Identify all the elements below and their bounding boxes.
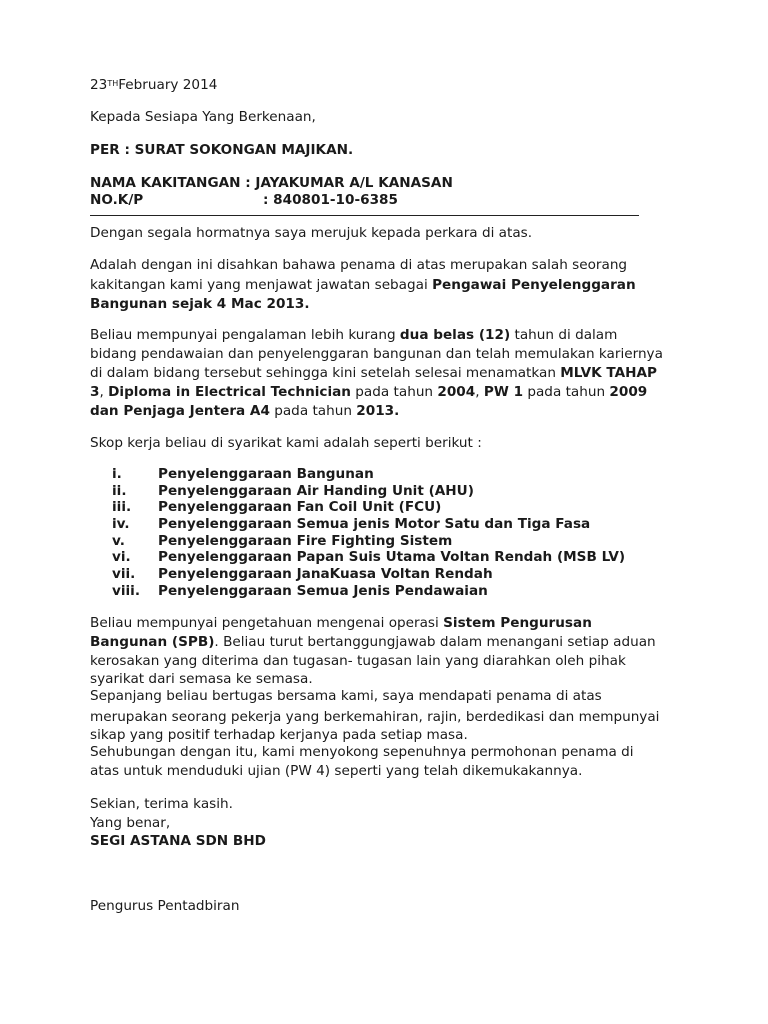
paragraph-knowledge-line: merupakan seorang pekerja yang berkemahiran, rajin, berdedikasi dan mempunyai <box>90 709 660 725</box>
paragraph-reference: Dengan segala hormatnya saya merujuk kepada perkara di atas. <box>90 225 533 241</box>
scope-item-text: Penyelenggaraan Bangunan <box>158 466 374 482</box>
scope-item-number: i. <box>112 466 122 482</box>
paragraph-knowledge-line: syarikat dari semasa ke semasa. <box>90 671 313 687</box>
paragraph-confirmation-line: kakitangan kami yang menjawat jawatan sebagai Pengawai Penyelenggaran <box>90 277 636 293</box>
paragraph-knowledge-line: Sehubungan dengan itu, kami menyokong sepenuhnya permohonan penama di <box>90 744 634 760</box>
scope-item-text: Penyelenggaraan Air Handing Unit (AHU) <box>158 483 474 499</box>
company-name: SEGI ASTANA SDN BHD <box>90 833 266 849</box>
scope-item-number: vii. <box>112 566 136 582</box>
scope-item-text: Penyelenggaraan Semua jenis Motor Satu dan Tiga Fasa <box>158 516 591 532</box>
paragraph-experience-line: bidang pendawaian dan penyelenggaran bangunan dan telah memulakan kariernya <box>90 346 663 362</box>
paragraph-experience-line: Beliau mempunyai pengalaman lebih kurang dua belas (12) tahun di dalam <box>90 327 618 343</box>
divider-line <box>90 215 639 216</box>
scope-item-number: iv. <box>112 516 130 532</box>
paragraph-confirmation-line: Adalah dengan ini disahkan bahawa penama di atas merupakan salah seorang <box>90 257 628 273</box>
scope-item-text: Penyelenggaraan JanaKuasa Voltan Rendah <box>158 566 493 582</box>
paragraph-knowledge-line: Beliau mempunyai pengetahuan mengenai operasi Sistem Pengurusan <box>90 615 592 631</box>
paragraph-experience-line: 3, Diploma in Electrical Technician pada tahun 2004, PW 1 pada tahun 2009 <box>90 384 648 400</box>
paragraph-knowledge-line: Bangunan (SPB). Beliau turut bertanggungjawab dalam menangani setiap aduan <box>90 634 656 650</box>
signatory-position: Pengurus Pentadbiran <box>90 898 240 914</box>
salutation: Kepada Sesiapa Yang Berkenaan, <box>90 109 316 125</box>
paragraph-confirmation-line: Bangunan sejak 4 Mac 2013. <box>90 296 310 312</box>
paragraph-experience-line: dan Penjaga Jentera A4 pada tahun 2013. <box>90 403 400 419</box>
closing-sincerely: Yang benar, <box>90 815 171 831</box>
scope-item-text: Penyelenggaraan Semua Jenis Pendawaian <box>158 583 488 599</box>
closing-thanks: Sekian, terima kasih. <box>90 796 233 812</box>
paragraph-knowledge-line: kerosakan yang diterima dan tugasan- tugasan lain yang diarahkan oleh pihak <box>90 653 626 669</box>
scope-item-number: ii. <box>112 483 127 499</box>
scope-item-number: vi. <box>112 549 131 565</box>
paragraph-knowledge-line: atas untuk menduduki ujian (PW 4) seperti yang telah dikemukakannya. <box>90 763 583 779</box>
paragraph-experience-line: di dalam bidang tersebut sehingga kini setelah selesai menamatkan MLVK TAHAP <box>90 365 657 381</box>
paragraph-knowledge-line: Sepanjang beliau bertugas bersama kami, saya mendapati penama di atas <box>90 688 602 704</box>
scope-item-number: v. <box>112 533 125 549</box>
nokp-value: : 840801-10-6385 <box>263 192 398 208</box>
subject-line: PER : SURAT SOKONGAN MAJIKAN. <box>90 142 354 158</box>
scope-item-text: Penyelenggaraan Fan Coil Unit (FCU) <box>158 499 442 515</box>
employee-name: NAMA KAKITANGAN : JAYAKUMAR A/L KANASAN <box>90 175 453 191</box>
scope-item-text: Penyelenggaraan Fire Fighting Sistem <box>158 533 453 549</box>
scope-item-number: viii. <box>112 583 141 599</box>
paragraph-knowledge-line: sikap yang positif terhadap kerjanya pada setiap masa. <box>90 727 468 743</box>
nokp-label: NO.K/P <box>90 192 144 208</box>
scope-item-number: iii. <box>112 499 132 515</box>
scope-item-text: Penyelenggaraan Papan Suis Utama Voltan Rendah (MSB LV) <box>158 549 626 565</box>
scope-intro: Skop kerja beliau di syarikat kami adalah seperti berikut : <box>90 435 482 451</box>
letter-date: 23THFebruary 2014 <box>90 77 218 93</box>
